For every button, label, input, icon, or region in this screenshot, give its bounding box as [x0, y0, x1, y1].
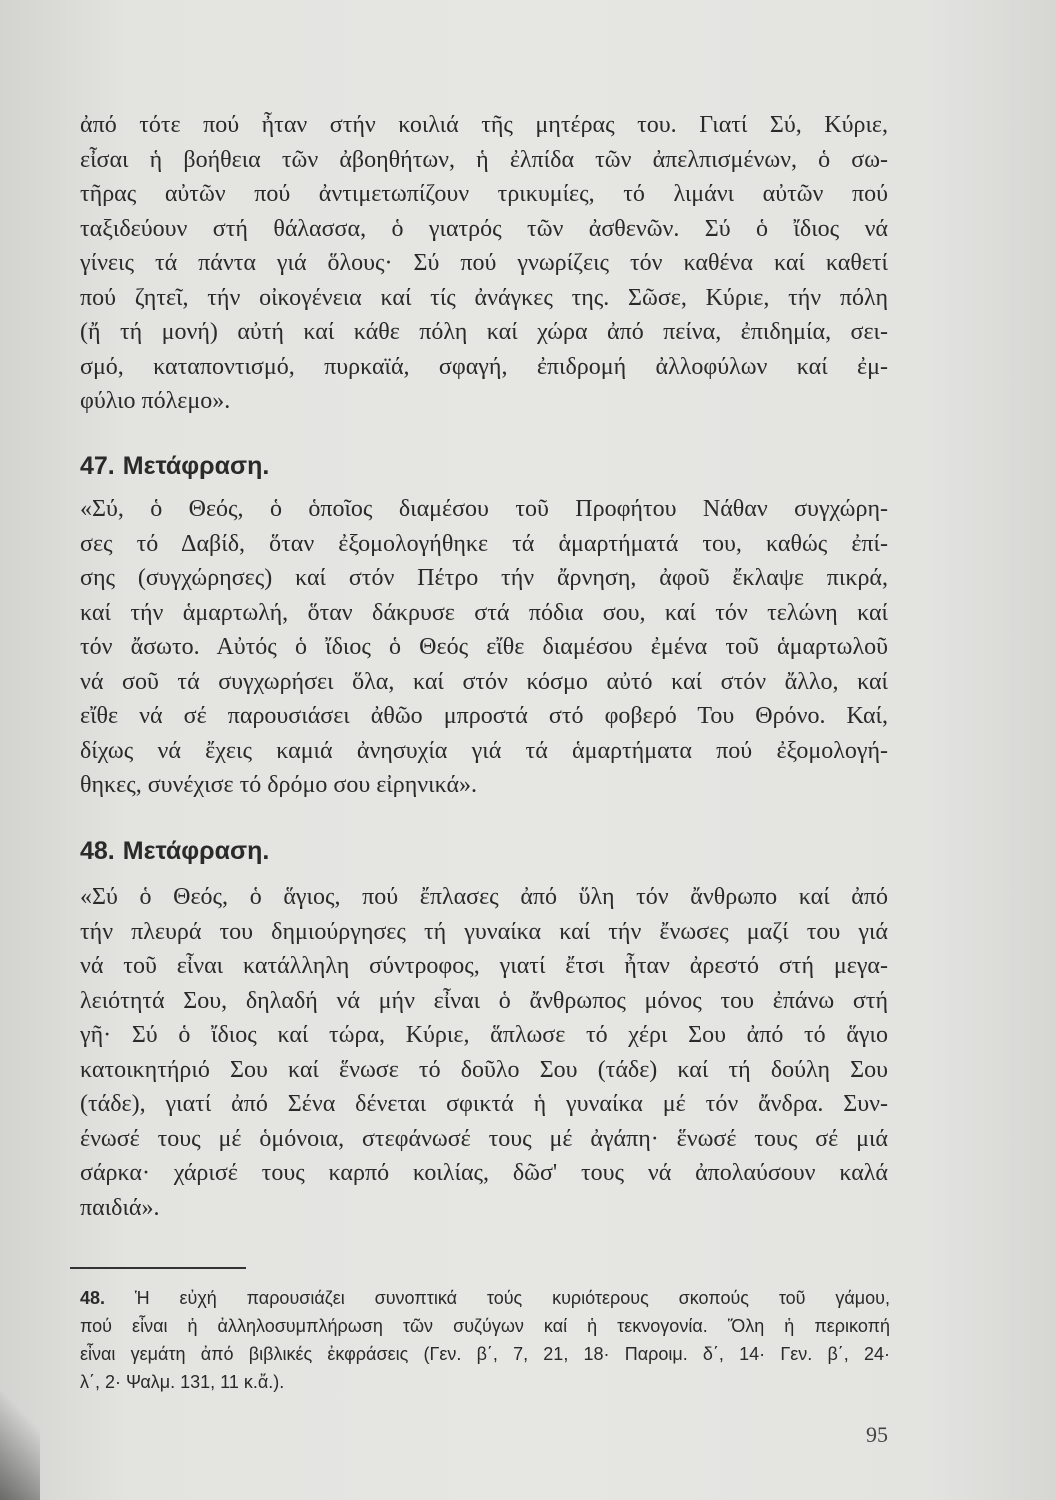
- footnote-number: 48.: [80, 1288, 106, 1308]
- text-line: ταξιδεύουν στή θάλασσα, ὁ γιατρός τῶν ἀσθενῶν. Σύ ὁ ἴδιος νά: [80, 215, 888, 242]
- section-number: 47.: [80, 452, 115, 480]
- text-line: καί τήν ἁμαρτωλή, ὅταν δάκρυσε στά πόδια σου, καί τόν τελώνη καί: [80, 599, 888, 626]
- text-line: θηκες, συνέχισε τό δρόμο σου εἰρηνικά».: [80, 772, 478, 798]
- footnote-line: [80, 1284, 890, 1312]
- text-line: ἀπό τότε πού ἦταν στήν κοιλιά τῆς μητέρας του. Γιατί Σύ, Κύριε,: [80, 112, 888, 138]
- footnote-line: λ΄, 2· Ψαλμ. 131, 11 κ.ἄ.).: [80, 1372, 285, 1392]
- section-title: Μετάφραση.: [122, 452, 270, 480]
- footnote-text: Ἡ εὐχή παρουσιάζει συνοπτικά τούς κυριότερους σκοπούς τοῦ γάμου,: [134, 1288, 890, 1308]
- text-line: γίνεις τά πάντα γιά ὅλους· Σύ πού γνωρίζεις τόν καθένα καί καθετί: [80, 250, 888, 276]
- text-line: σης (συγχώρησες) καί στόν Πέτρο τήν ἄρνηση, ἀφοῦ ἔκλαψε πικρά,: [80, 565, 888, 591]
- section-47-text: [80, 492, 888, 803]
- text-line: πού ζητεῖ, τήν οἰκογένεια καί τίς ἀνάγκες της. Σῶσε, Κύριε, τήν πόλη: [80, 284, 888, 311]
- text-line: τόν ἄσωτο. Αὐτός ὁ ἴδιος ὁ Θεός εἴθε διαμέσου ἐμένα τοῦ ἁμαρτωλοῦ: [80, 634, 888, 660]
- section-number: 48.: [80, 837, 115, 865]
- section-48-heading: [80, 837, 269, 866]
- text-line: εἴθε νά σέ παρουσιάσει ἀθῶο μπροστά στό φοβερό Του Θρόνο. Καί,: [80, 703, 888, 729]
- text-line: λειότητά Σου, δηλαδή νά μήν εἶναι ὁ ἄνθρωπος μόνος του ἐπάνω στή: [80, 987, 888, 1014]
- footnote-line: πού εἶναι ἡ ἀλληλοσυμπλήρωση τῶν συζύγων καί ἡ τεκνογονία. Ὅλη ἡ περικοπή: [80, 1316, 890, 1336]
- body-text-top: [80, 108, 888, 419]
- text-line: σες τό Δαβίδ, ὅταν ἐξομολογήθηκε τά ἁμαρτήματά του, καθώς ἐπί-: [80, 530, 888, 557]
- text-line: (ἤ τή μονή) αὐτή καί κάθε πόλη καί χώρα ἀπό πείνα, ἐπιδημία, σει-: [80, 319, 888, 345]
- text-line: νά σοῦ τά συγχωρήσει ὅλα, καί στόν κόσμο αὐτό καί στόν ἄλλο, καί: [80, 668, 888, 695]
- text-line: κατοικητήριό Σου καί ἕνωσε τό δοῦλο Σου (τάδε) καί τή δούλη Σου: [80, 1056, 888, 1083]
- text-line: εἶσαι ἡ βοήθεια τῶν ἀβοηθήτων, ἡ ἐλπίδα τῶν ἀπελπισμένων, ὁ σω-: [80, 146, 888, 173]
- text-line: σμό, καταποντισμό, πυρκαϊά, σφαγή, ἐπιδρομή ἀλλοφύλων καί ἐμ-: [80, 353, 888, 380]
- section-title: Μετάφραση.: [122, 837, 270, 865]
- text-line: γῆ· Σύ ὁ ἴδιος καί τώρα, Κύριε, ἅπλωσε τό χέρι Σου ἀπό τό ἅγιο: [80, 1022, 888, 1048]
- section-47-heading: [80, 452, 269, 481]
- text-line: σάρκα· χάρισέ τους καρπό κοιλίας, δῶσ' τους νά ἀπολαύσουν καλά: [80, 1160, 888, 1186]
- footnote-line: εἶναι γεμάτη ἀπό βιβλικές ἐκφράσεις (Γεν. β΄, 7, 21, 18· Παροιμ. δ΄, 14· Γεν. β΄, 24·: [80, 1344, 890, 1364]
- page-number: 95: [866, 1422, 888, 1447]
- text-line: τῆρας αὐτῶν πού ἀντιμετωπίζουν τρικυμίες, τό λιμάνι αὐτῶν πού: [80, 181, 888, 207]
- text-line: «Σύ ὁ Θεός, ὁ ἅγιος, πού ἔπλασες ἀπό ὕλη τόν ἄνθρωπο καί ἀπό: [80, 884, 888, 910]
- text-line: παιδιά».: [80, 1194, 160, 1221]
- section-48-text: [80, 880, 888, 1225]
- footnote-divider: [70, 1267, 246, 1269]
- text-line: ένωσέ τους μέ ὁμόνοια, στεφάνωσέ τους μέ ἀγάπη· ἕνωσέ τους σέ μιά: [80, 1125, 888, 1152]
- page-edge-shadow: [0, 1380, 40, 1500]
- text-line: (τάδε), γιατί ἀπό Σένα δένεται σφικτά ἡ γυναίκα μέ τόν ἄνδρα. Συν-: [80, 1091, 888, 1117]
- footnote: [80, 1284, 890, 1396]
- text-line: τήν πλευρά του δημιούργησες τή γυναίκα καί τήν ἔνωσες μαζί του γιά: [80, 918, 888, 945]
- text-line: νά τοῦ εἶναι κατάλληλη σύντροφος, γιατί ἔτσι ἦταν ἀρεστό στή μεγα-: [80, 953, 888, 979]
- text-line: «Σύ, ὁ Θεός, ὁ ὁποῖος διαμέσου τοῦ Προφήτου Νάθαν συγχώρη-: [80, 496, 888, 522]
- text-line: φύλιο πόλεμο».: [80, 388, 231, 414]
- text-line: δίχως νά ἔχεις καμιά ἀνησυχία γιά τά ἁμαρτήματα πού ἐξομολογή-: [80, 737, 888, 764]
